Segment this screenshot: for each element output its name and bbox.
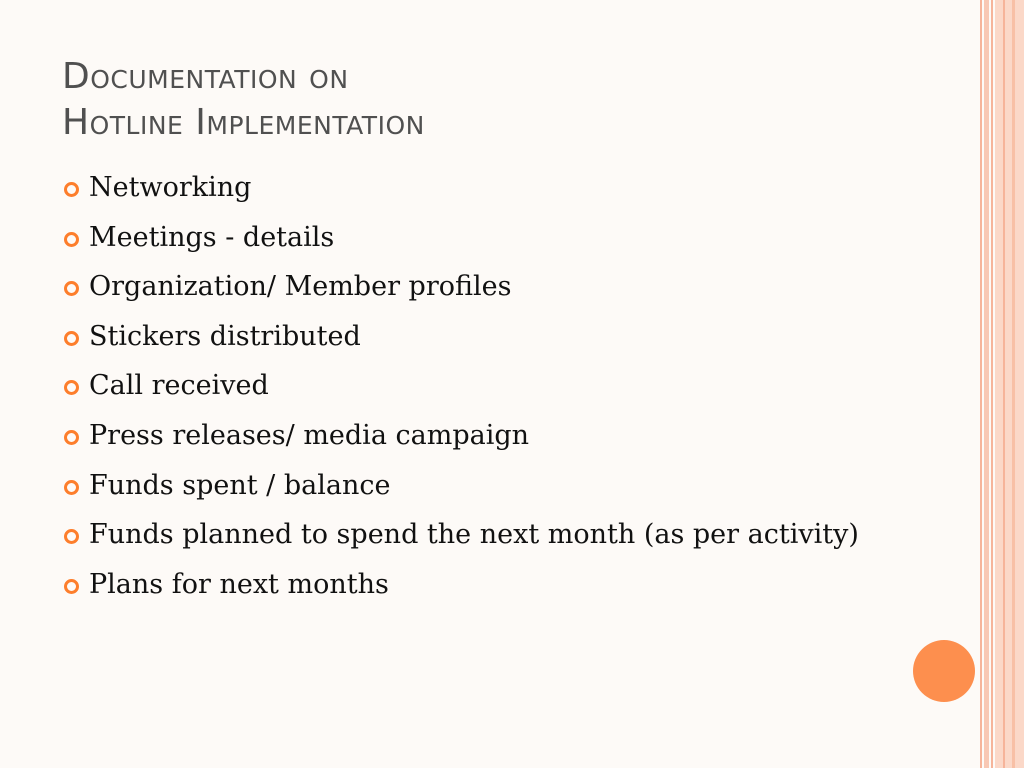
bullet-item [64,567,859,617]
bullet-item [64,319,859,369]
bullet-text: Funds spent / balance [89,469,391,501]
decorative-stripe [1012,0,1015,768]
bullet-text: Press releases/ media campaign [89,419,530,451]
bullet-item [64,517,859,567]
bullet-item [64,269,859,319]
bullet-circle-icon [64,480,79,495]
bullet-list [64,170,859,616]
bullet-circle-icon [64,430,79,445]
slide-title-line-1: Documentation on [62,56,349,97]
decorative-stripe [980,0,982,768]
bullet-text: Plans for next months [89,568,389,600]
bullet-item [64,468,859,518]
bullet-item [64,368,859,418]
bullet-text: Organization/ Member profiles [89,271,512,303]
bullet-circle-icon [64,281,79,296]
bullet-text: Meetings - details [89,221,335,253]
bullet-item [64,418,859,468]
bullet-circle-icon [64,182,79,197]
bullet-circle-icon [64,380,79,395]
slide-title-line-2: Hotline Implementation [62,102,425,143]
decorative-stripe [984,0,989,768]
decorative-stripe-band [995,0,1024,768]
decorative-stripe [991,0,993,768]
slide-title [62,54,922,146]
bullet-circle-icon [64,232,79,247]
bullet-circle-icon [64,529,79,544]
bullet-text: Stickers distributed [89,320,361,352]
decorative-circle [913,640,975,702]
bullet-item [64,170,859,220]
bullet-circle-icon [64,579,79,594]
bullet-circle-icon [64,331,79,346]
bullet-text: Networking [89,172,252,203]
bullet-text: Funds planned to spend the next month (as per activity) [89,519,859,551]
decorative-stripe [1003,0,1005,768]
bullet-text: Call received [89,370,269,402]
bullet-item [64,220,859,270]
